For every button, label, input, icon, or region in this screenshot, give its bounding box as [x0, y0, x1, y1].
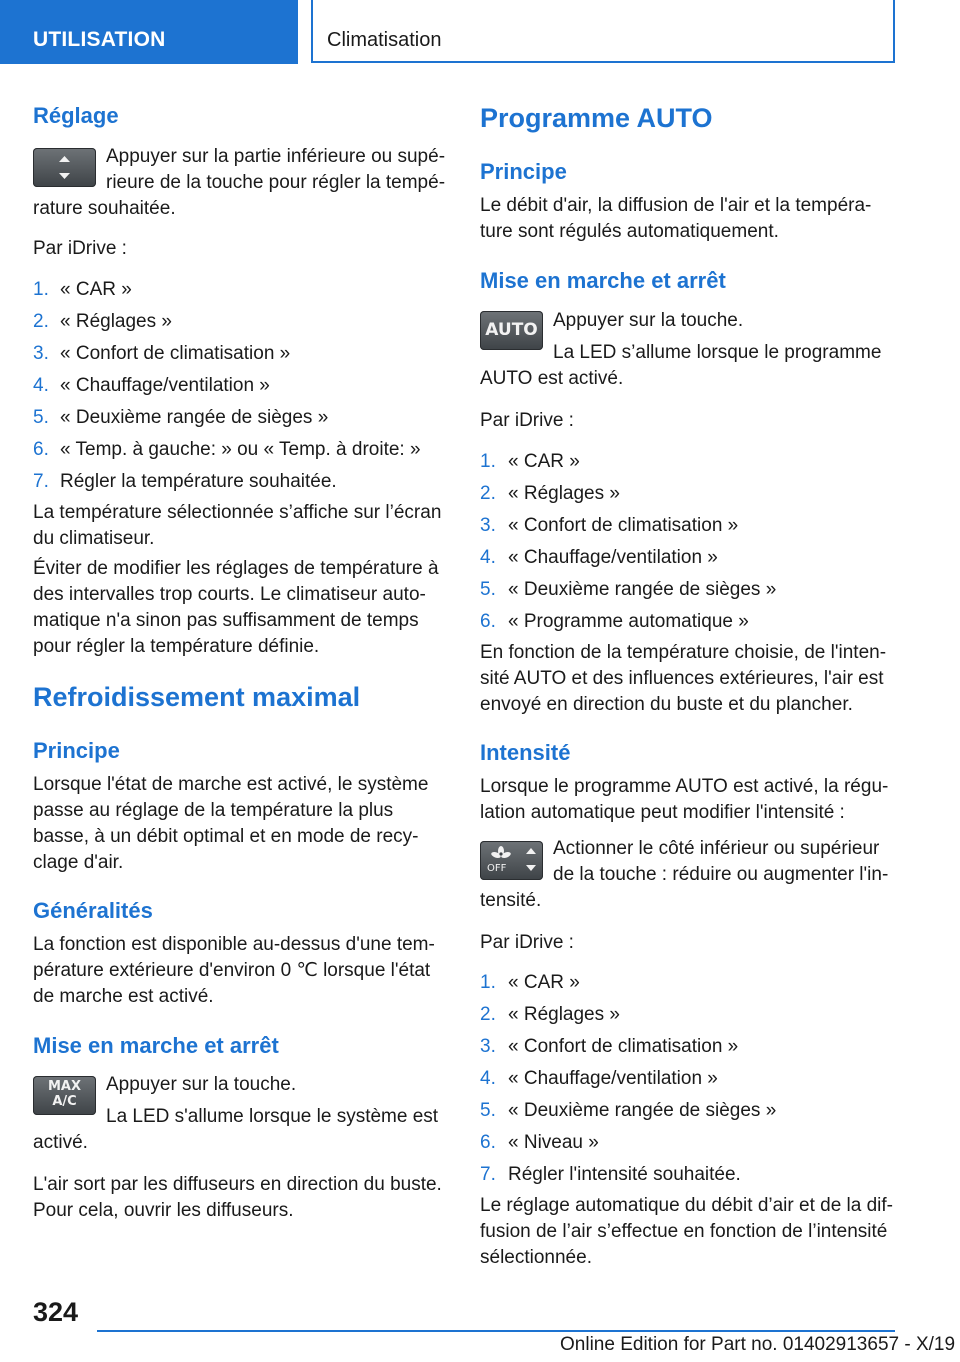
step-number: 3.: [480, 1036, 496, 1057]
up-down-arrows-icon: [33, 148, 96, 187]
step-text: « Chauffage/ventilation »: [60, 375, 270, 396]
step-text: « Chauffage/ventilation »: [508, 547, 718, 568]
step-number: 1.: [480, 451, 496, 472]
paragraph-line: Appuyer sur la touche.: [106, 1074, 297, 1095]
marche-arret-heading: Mise en marche et arrêt: [33, 1033, 279, 1058]
step-number: 6.: [480, 611, 496, 632]
max-ac-button-icon: [33, 1076, 96, 1115]
intensite-heading: Intensité: [480, 740, 571, 765]
step-number: 2.: [480, 483, 496, 504]
step-text: « Deuxième rangée de sièges »: [60, 407, 329, 428]
step-text: « Deuxième rangée de sièges »: [508, 579, 777, 600]
paragraph-line: Le réglage automatique du débit d’air et de la dif-: [480, 1195, 893, 1216]
reglage-text-line: Appuyer sur la partie inférieure ou supé-: [106, 146, 446, 167]
reglage-text-line: rature souhaitée.: [33, 198, 176, 219]
step-text: Régler la température souhaitée.: [60, 471, 337, 492]
programme-auto-heading: Programme AUTO: [480, 103, 713, 133]
reglage-text-line: rieure de la touche pour régler la tempé-: [106, 172, 446, 193]
paragraph-line: Lorsque l'état de marche est activé, le système: [33, 774, 429, 795]
step-text: « Confort de climatisation »: [508, 1036, 739, 1057]
step-text: « Réglages »: [508, 1004, 620, 1025]
paragraph-line: La température sélectionnée s’affiche sur l’écran: [33, 502, 442, 523]
page-number: 324: [33, 1297, 79, 1327]
step-text: « Programme automatique »: [508, 611, 749, 632]
paragraph-line: de marche est activé.: [33, 986, 214, 1007]
paragraph-line: Le débit d'air, la diffusion de l'air et la tempéra-: [480, 195, 872, 216]
step-number: 4.: [33, 375, 49, 396]
paragraph-line: envoyé en direction du buste et du plancher.: [480, 694, 853, 715]
idrive-label: Par iDrive :: [480, 932, 574, 953]
ac-label: A/C: [52, 1094, 77, 1109]
generalites-heading: Généralités: [33, 898, 153, 923]
paragraph-line: fusion de l’air s’effectue en fonction de l’intensité: [480, 1221, 888, 1242]
paragraph-line: passe au réglage de la température la plus: [33, 800, 394, 821]
principe-heading: Principe: [480, 159, 567, 184]
step-text: « Réglages »: [508, 483, 620, 504]
paragraph-line: du climatiseur.: [33, 528, 155, 549]
paragraph-line: La fonction est disponible au-dessus d'une tem-: [33, 934, 435, 955]
reglage-heading: Réglage: [33, 103, 119, 128]
auto-button-label: AUTO: [485, 320, 538, 340]
paragraph-line: sélectionnée.: [480, 1247, 592, 1268]
paragraph-line: Actionner le côté inférieur ou supérieur: [553, 838, 880, 859]
step-number: 5.: [480, 1100, 496, 1121]
step-text: « CAR »: [508, 451, 580, 472]
auto-button-icon: [480, 311, 543, 350]
paragraph-line: La LED s’allume lorsque le programme: [553, 342, 882, 363]
step-text: « Réglages »: [60, 311, 172, 332]
section-tab: [0, 0, 298, 64]
idrive-label: Par iDrive :: [33, 238, 127, 259]
chapter-header: [311, 0, 895, 63]
step-text: « CAR »: [508, 972, 580, 993]
max-label: MAX: [47, 1079, 82, 1094]
step-number: 1.: [33, 279, 49, 300]
paragraph-line: tensité.: [480, 890, 542, 911]
step-number: 1.: [480, 972, 496, 993]
step-text: « Deuxième rangée de sièges »: [508, 1100, 777, 1121]
step-number: 3.: [480, 515, 496, 536]
idrive-label: Par iDrive :: [480, 410, 574, 431]
step-text: « Confort de climatisation »: [60, 343, 291, 364]
step-number: 6.: [480, 1132, 496, 1153]
step-number: 4.: [480, 547, 496, 568]
fan-intensity-button-icon: [480, 841, 543, 880]
step-number: 7.: [480, 1164, 496, 1185]
step-number: 4.: [480, 1068, 496, 1089]
step-text: Régler l'intensité souhaitée.: [508, 1164, 741, 1185]
paragraph-line: de la touche : réduire ou augmenter l'in-: [553, 864, 889, 885]
step-number: 6.: [33, 439, 49, 460]
paragraph-line: lation automatique peut modifier l'intensité :: [480, 802, 845, 823]
fan-icon: [480, 841, 543, 880]
chapter-title: Climatisation: [327, 29, 442, 51]
step-number: 5.: [480, 579, 496, 600]
footer-divider: [97, 1330, 895, 1332]
paragraph-line: pérature extérieure d'environ 0 ℃ lorsque l'état: [33, 960, 431, 981]
step-number: 5.: [33, 407, 49, 428]
paragraph-line: matique n'a sinon pas suffisamment de temps: [33, 610, 419, 631]
paragraph-line: Pour cela, ouvrir les diffuseurs.: [33, 1200, 294, 1221]
step-text: « CAR »: [60, 279, 132, 300]
paragraph-line: activé.: [33, 1132, 88, 1153]
paragraph-line: basse, à un débit optimal et en mode de recy-: [33, 826, 419, 847]
paragraph-line: Lorsque le programme AUTO est activé, la régu-: [480, 776, 889, 797]
paragraph-line: En fonction de la température choisie, de l'inten-: [480, 642, 887, 663]
footer-edition: Online Edition for Part no. 01402913657 - X/19: [560, 1334, 956, 1355]
step-number: 7.: [33, 471, 49, 492]
paragraph-line: ture sont régulés automatiquement.: [480, 221, 779, 242]
paragraph-line: clage d'air.: [33, 852, 124, 873]
temperature-button-icon: [33, 148, 96, 187]
step-text: « Temp. à gauche: » ou « Temp. à droite: »: [60, 439, 421, 460]
section-tab-label: UTILISATION: [33, 28, 166, 51]
off-label: OFF: [487, 863, 507, 874]
paragraph-line: Appuyer sur la touche.: [553, 310, 744, 331]
paragraph-line: Éviter de modifier les réglages de température à: [33, 558, 439, 579]
step-number: 3.: [33, 343, 49, 364]
step-text: « Niveau »: [508, 1132, 599, 1153]
step-text: « Confort de climatisation »: [508, 515, 739, 536]
paragraph-line: pour régler la température définie.: [33, 636, 320, 657]
refroidissement-heading: Refroidissement maximal: [33, 682, 361, 712]
step-number: 2.: [33, 311, 49, 332]
marche-arret-heading: Mise en marche et arrêt: [480, 268, 726, 293]
paragraph-line: AUTO est activé.: [480, 368, 624, 389]
principe-heading: Principe: [33, 738, 120, 763]
paragraph-line: La LED s'allume lorsque le système est: [106, 1106, 439, 1127]
paragraph-line: L'air sort par les diffuseurs en direction du buste.: [33, 1174, 442, 1195]
step-text: « Chauffage/ventilation »: [508, 1068, 718, 1089]
paragraph-line: des intervalles trop courts. Le climatiseur auto-: [33, 584, 426, 605]
paragraph-line: sité AUTO et des influences extérieures, l'air est: [480, 668, 884, 689]
step-number: 2.: [480, 1004, 496, 1025]
